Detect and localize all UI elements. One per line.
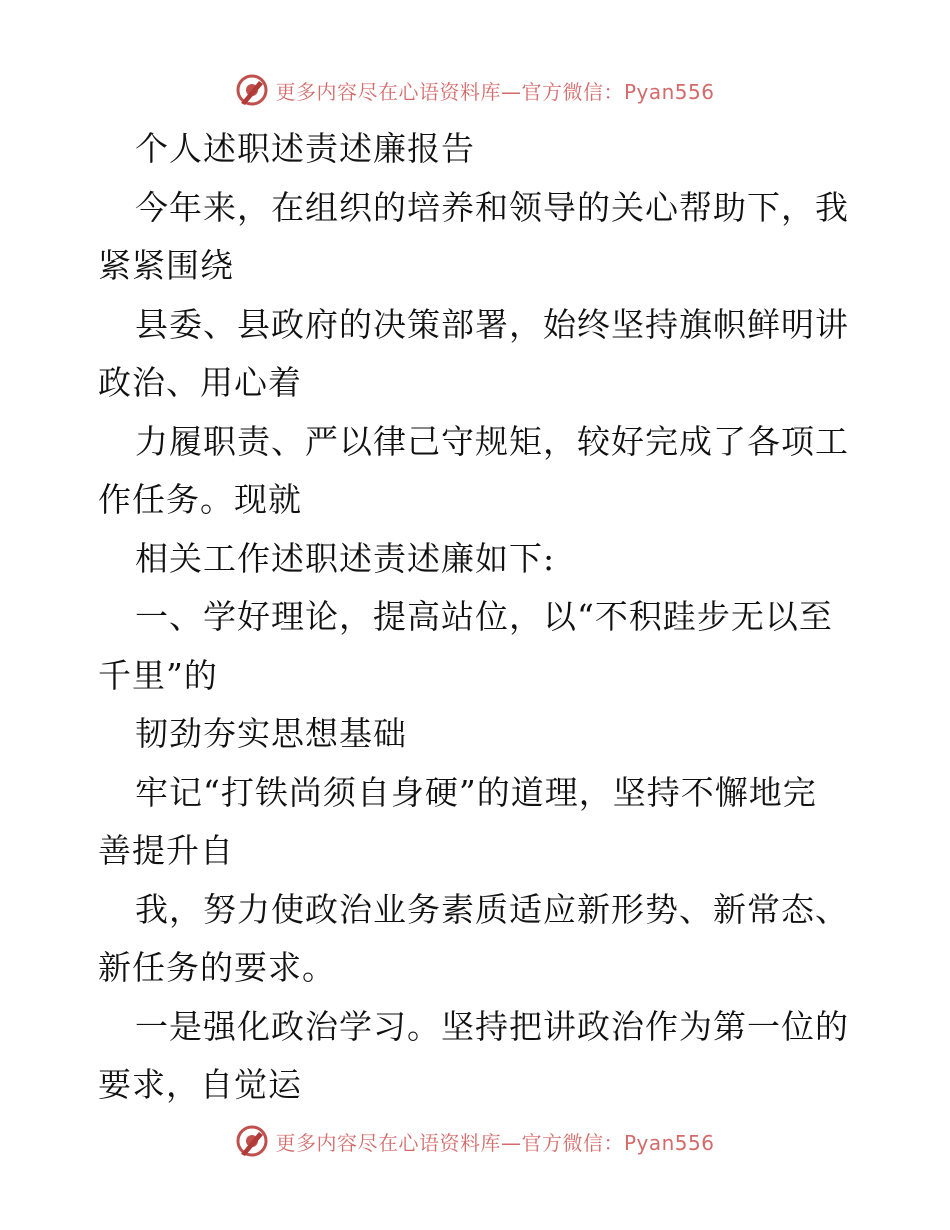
text-line: 善提升自 — [98, 831, 234, 870]
text-line: 今年来，在组织的培养和领导的关心帮助下，我 — [135, 187, 849, 227]
pen-logo-icon — [235, 1124, 269, 1158]
text-line: 力履职责、严以律己守规矩，较好完成了各项工 — [135, 421, 849, 461]
text-line: 县委、县政府的决策部署，始终坚持旗帜鲜明讲 — [135, 304, 849, 344]
pen-logo-icon — [235, 73, 269, 107]
text-line: 个人述职述责述廉报告 — [135, 129, 475, 168]
header-watermark — [0, 70, 950, 110]
text-line: 紧紧围绕 — [98, 246, 234, 285]
text-line: 韧劲夯实思想基础 — [135, 714, 407, 753]
document-body — [98, 120, 858, 1115]
text-line: 新任务的要求。 — [98, 948, 336, 987]
text-line: 要求，自觉运 — [98, 1065, 302, 1104]
text-line: 政治、用心着 — [98, 363, 302, 402]
watermark-text: 更多内容尽在心语资料库—官方微信：Pyan556 — [275, 1130, 715, 1155]
text-line: 千里”的 — [98, 655, 218, 695]
text-line: 一是强化政治学习。坚持把讲政治作为第一位的 — [135, 1006, 849, 1046]
text-line: 一、学好理论，提高站位，以“不积跬步无以至 — [135, 597, 833, 636]
watermark-text: 更多内容尽在心语资料库—官方微信：Pyan556 — [275, 79, 715, 104]
text-line: 作任务。现就 — [98, 480, 302, 519]
footer-watermark — [0, 1121, 950, 1161]
text-line: 牢记“打铁尚须自身硬”的道理，坚持不懈地完 — [135, 772, 817, 812]
text-line: 相关工作述职述责述廉如下: — [135, 538, 556, 578]
text-line: 我，努力使政治业务素质适应新形势、新常态、 — [135, 889, 849, 929]
